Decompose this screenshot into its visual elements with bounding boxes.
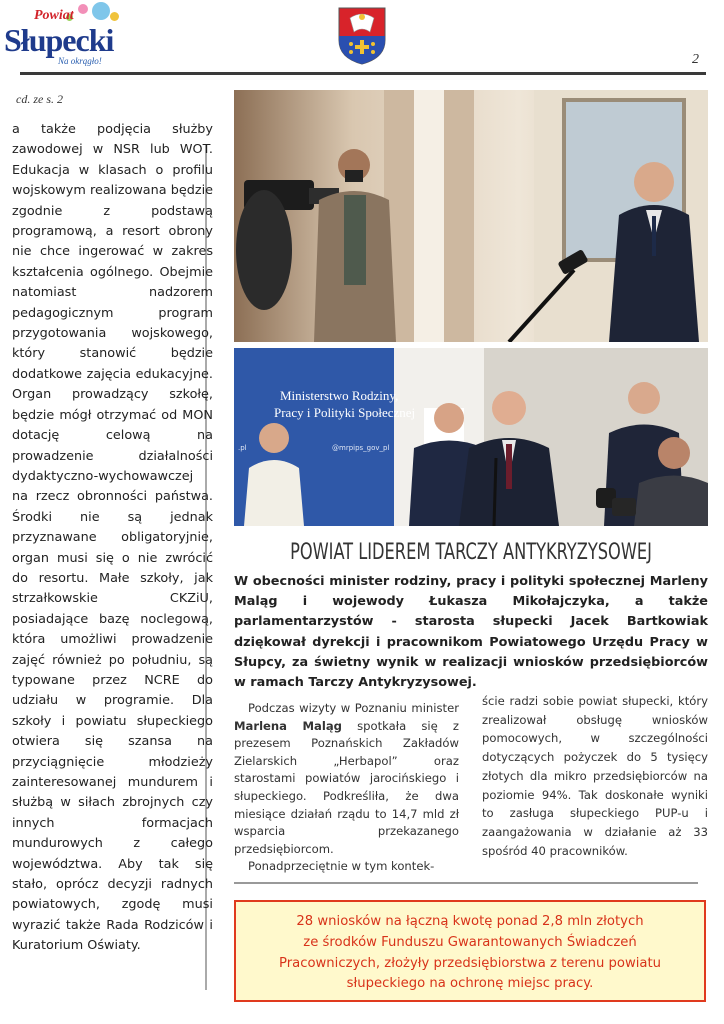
minister-name: Marlena Maląg (234, 718, 342, 733)
highlight-line-2: ze środków Funduszu Gwarantowanych Świadczeń (303, 934, 637, 950)
logo-text-slupecki: Słupecki (4, 22, 114, 58)
article-divider (234, 882, 698, 884)
article-column-1 (234, 700, 459, 876)
article-paragraph-2: Ponadprzeciętnie w tym kontek- (248, 859, 435, 874)
photo-press-conference (234, 348, 708, 526)
left-column-text: a także podjęcia służby zawodowej w NSR lub WOT. Edukacja w klasach o profilu wojskowym realizowana będzie zgodnie z podstawą programową, a resort obrony nie chce ingerować w zakres kształcenia ogólnego. Obejmie natomiast nadzorem pedagogicznym program przygotowania wojskowego, który stanowić będzie dodatkowe zajęcia edukacyjne. Organ prowadzący szkołę, będzie mógł otrzymać od MON dotację celową na prowadzenie działalności dydaktyczno-wychowawczej na rzecz obronności państwa. Środki nie są jednak przyznawane obligatoryjnie, organ musi się o nie zwrócić do resortu. Małe szkoły, jak strzałkowskie CKZiU, posiadające bazę noclegową, która umożliwi prowadzenie zajęć również po południu, są typowane przez NCRE do udziału w programie. Dla szkoły i powiatu słupeckiego otwiera się szansa na przyciągnięcie młodzieży zainteresowanej mundurem i służbą w siłach zbrojnych czy innych formacjach mundurowych z całego województwa. Aby tak się stało, oprócz decyzji radnych powiatowych, zgodę musi wyrazić także Rada Rodziców i Kuratorium Oświaty. (12, 122, 213, 954)
logo-text-powiat: Powiat (34, 8, 74, 23)
header-divider (20, 72, 706, 75)
highlight-line-3: Pracowniczych, złożyły przedsiębiorstwa z terenu powiatu (278, 955, 662, 971)
article-paragraph-3: ście radzi sobie powiat słupecki, który zrealizował obsługę wniosków pomocowych, w szczególności dotyczących pożyczek do 5 tysięcy złotych dla mikro przedsiębiorców na poziomie 94%. Tak doskonałe wyniki to zasługa słupeckiego PUP-u i zaangażowania w działanie aż 33 spośród 40 pracowników. (482, 694, 708, 858)
page-number: 2 (692, 52, 699, 67)
photo-press-conference-illustration (234, 348, 708, 526)
highlight-line-4: słupeckiego na ochronę miejsc pracy. (346, 976, 594, 992)
logo-bubble-icon (92, 2, 110, 20)
continued-from-label: cd. ze s. 2 (16, 92, 63, 106)
paragraph-text: Podczas wizyty w Poznaniu minister (248, 701, 459, 715)
paragraph-text: spotkała się z prezesem Poznańskich Zakładów Zielarskich „Herbapol” oraz starostami powiatów jarocińskiego i słupeckiego. Podkreśliła, że dwa miesiące działań rządu to 14,7 mld zł wsparcia przekazanego przedsiębiorcom. (234, 718, 459, 856)
photo-interview (234, 90, 708, 342)
logo-tagline: Na okrągło! (58, 56, 102, 66)
highlight-text (240, 912, 700, 995)
highlight-line-1: 28 wniosków na łączną kwotę ponad 2,8 mln złotych (296, 914, 644, 929)
ministry-banner-handle: @mrpips_gov_pl (332, 444, 390, 452)
ministry-banner-url: .pl (238, 444, 247, 452)
logo-bubble-icon (110, 12, 119, 21)
article-headline: POWIAT LIDEREM TARCZY ANTYKRYZYSOWEJ (290, 540, 652, 565)
county-coat-of-arms-icon (337, 6, 387, 66)
logo-bubble-icon (78, 4, 88, 14)
ministry-banner-line1: Ministerstwo Rodziny, (280, 388, 399, 403)
ministry-banner-line2: Pracy i Polityki Społecznej (274, 405, 416, 420)
article-column-2 (482, 692, 708, 860)
photo-interview-illustration (234, 90, 708, 342)
article-paragraph-1 (234, 700, 459, 858)
article-lead: W obecności minister rodziny, pracy i polityki społecznej Marleny Maląg i wojewody Łukasza Mikołajczyka, a także parlamentarzystów - starosta słupecki Jacek Bartkowiak dziękował dyrekcji i pracownikom Powiatowego Urzędu Pracy w Słupcy, za świetny wynik w realizacji wniosków przedsiębiorców w ramach Tarczy Antykryzysowej. (234, 574, 708, 691)
